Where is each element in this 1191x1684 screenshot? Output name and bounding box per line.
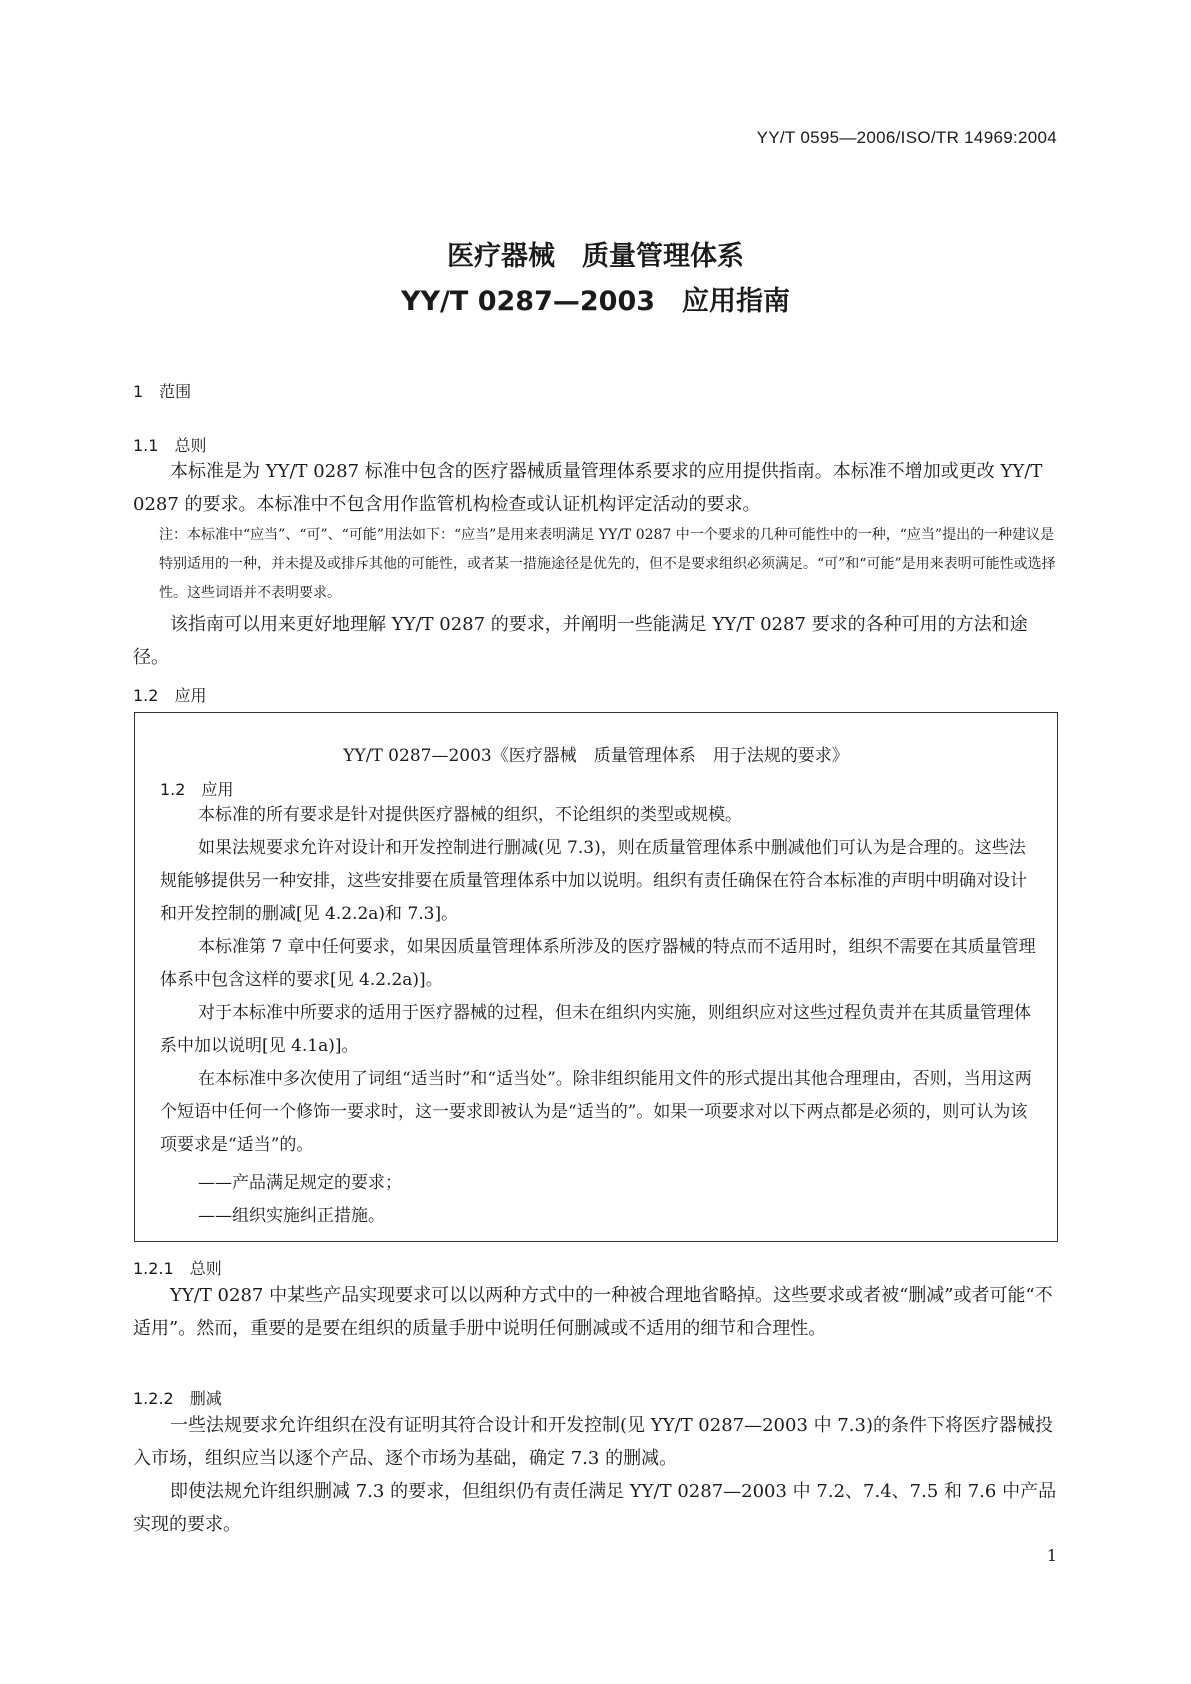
quoted-paragraph-1: 本标准的所有要求是针对提供医疗器械的组织，不论组织的类型或规模。 — [198, 805, 742, 825]
quoted-paragraph-2: 如果法规要求允许对设计和开发控制进行删减(见 7.3)，则在质量管理体系中删减他们可认为是合理的。这些法规能够提供另一种安排，这些安排要在质量管理体系中加以说明。组织有责任确保在符合本标准的声明中明确对设计和开发控制的删减[见 4.2.2a)和 7.3]。 — [160, 838, 1027, 924]
section-1-2-1-paragraph: YY/T 0287 中某些产品实现要求可以以两种方式中的一种被合理地省略掉。这些要求或者被“删减”或者可能“不适用”。然而，重要的是要在组织的质量手册中说明任何删减或不适用的细节和合理性。 — [133, 1285, 1053, 1339]
section-1-heading: 1 范围 — [133, 382, 192, 401]
section-1-2-heading: 1.2 应用 — [133, 686, 207, 705]
section-1-2-1-heading: 1.2.1 总则 — [133, 1259, 222, 1278]
quoted-list-item-1: ——产品满足规定的要求； — [198, 1173, 402, 1193]
section-1-1-paragraph-1: 本标准是为 YY/T 0287 标准中包含的医疗器械质量管理体系要求的应用提供指南。本标准不增加或更改 YY/T 0287 的要求。本标准中不包含用作监管机构检查或认证机构评定活动的要求。 — [133, 461, 1043, 515]
quoted-paragraph-3: 本标准第 7 章中任何要求，如果因质量管理体系所涉及的医疗器械的特点而不适用时，组织不需要在其质量管理体系中包含这样的要求[见 4.2.2a)]。 — [160, 937, 1036, 990]
quoted-paragraph-4: 对于本标准中所要求的适用于医疗器械的过程，但未在组织内实施，则组织应对这些过程负责并在其质量管理体系中加以说明[见 4.1a)]。 — [160, 1003, 1031, 1056]
quoted-list-item-2: ——组织实施纠正措施。 — [198, 1206, 385, 1226]
document-title-line2: YY/T 0287—2003 应用指南 — [400, 286, 791, 317]
section-1-1-note: 注：本标准中“应当”、“可”、“可能”用法如下：“应当”是用来表明满足 YY/T 0287 中一个要求的几种可能性中的一种，“应当”提出的一种建议是特别适用的一种，并未提及或排斥其他的可能性，或者某一措施途径是优先的，但不是要求组织必须满足。“可”和“可能”是用来表明可能性或选择性。这些词语并不表明要求。 — [159, 527, 1056, 601]
section-1-1-paragraph-2: 该指南可以用来更好地理解 YY/T 0287 的要求，并阐明一些能满足 YY/T 0287 要求的各种可用的方法和途径。 — [133, 614, 1028, 668]
quoted-standard-box — [134, 712, 1058, 1242]
document-title-line1: 医疗器械 质量管理体系 — [447, 241, 744, 272]
section-1-2-2-paragraph-2: 即使法规允许组织删减 7.3 的要求，但组织仍有责任满足 YY/T 0287—2003 中 7.2、7.4、7.5 和 7.6 中产品实现的要求。 — [133, 1481, 1057, 1535]
page-number: 1 — [1046, 1546, 1057, 1565]
standard-number: YY/T 0595—2006/ISO/TR 14969:2004 — [756, 128, 1057, 147]
section-1-2-2-heading: 1.2.2 删减 — [133, 1389, 222, 1408]
section-1-2-2-paragraph-1: 一些法规要求允许组织在没有证明其符合设计和开发控制(见 YY/T 0287—2003 中 7.3)的条件下将医疗器械投入市场，组织应当以逐个产品、逐个市场为基础，确定 7.3 的删减。 — [133, 1415, 1054, 1469]
quoted-heading: 1.2 应用 — [160, 780, 234, 799]
section-1-1-heading: 1.1 总则 — [133, 436, 207, 455]
quoted-standard-title: YY/T 0287—2003《医疗器械 质量管理体系 用于法规的要求》 — [343, 746, 849, 766]
quoted-paragraph-5: 在本标准中多次使用了词组“适当时”和“适当处”。除非组织能用文件的形式提出其他合理理由，否则，当用这两个短语中任何一个修饰一要求时，这一要求即被认为是“适当的”。如果一项要求对以下两点都是必须的，则可认为该项要求是“适当”的。 — [160, 1069, 1032, 1155]
